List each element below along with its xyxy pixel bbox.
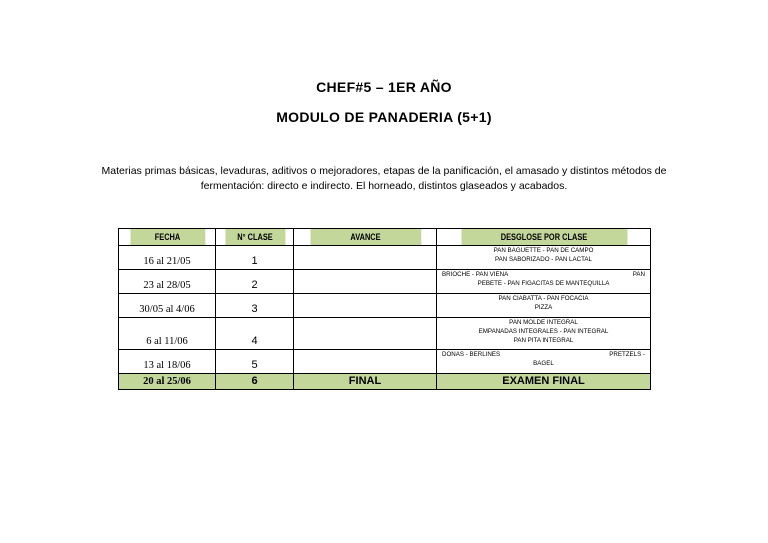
cell-avance: FINAL: [294, 374, 437, 390]
desglose-left: BRIOCHE - PAN VIENA: [442, 271, 509, 278]
desglose-line: PAN CIABATTA - PAN FOCACIA: [498, 295, 589, 302]
cell-avance: [294, 350, 437, 374]
intro-line-1: Materias primas básicas, levaduras, aditivos o mejoradores, etapas de la panificación, el amasado y distintos métodos de: [101, 165, 667, 177]
cell-clase: 4: [216, 318, 294, 350]
desglose-line: BAGEL: [533, 359, 554, 367]
table-row: [119, 294, 651, 318]
cell-fecha: 30/05 al 4/06: [119, 294, 216, 318]
cell-avance: [294, 294, 437, 318]
page-title: CHEF#5 – 1ER AÑO: [316, 79, 452, 95]
cell-clase: 6: [216, 374, 294, 390]
cell-fecha: 6 al 11/06: [119, 318, 216, 350]
table-row: [119, 246, 651, 270]
desglose-line: [442, 351, 645, 360]
table-row: [119, 318, 651, 350]
page-subtitle: MODULO DE PANADERIA (5+1): [276, 109, 492, 125]
cell-avance: [294, 246, 437, 270]
desglose-right: PRETZELS -: [609, 351, 645, 358]
header-avance: AVANCE: [309, 229, 421, 246]
desglose-line: PAN MOLDE INTEGRAL: [509, 319, 578, 326]
desglose-line: [442, 271, 645, 280]
header-desglose: DESGLOSE POR CLASE: [460, 229, 627, 246]
cell-desglose: [437, 270, 651, 294]
desglose-line: PAN PITA INTEGRAL: [513, 336, 574, 344]
intro-line-2: fermentación: directo e indirecto. El horneado, distintos glaseados y acabados.: [200, 180, 568, 192]
cell-clase: 2: [216, 270, 294, 294]
cell-avance: [294, 270, 437, 294]
desglose-line: PAN BAGUETTE - PAN DE CAMPO: [493, 247, 594, 254]
schedule-table: [118, 228, 651, 390]
header-clase: N° CLASE: [224, 229, 285, 246]
cell-desglose: [437, 294, 651, 318]
table-row: [119, 350, 651, 374]
table-row: [119, 270, 651, 294]
desglose-left: DONAS - BERLINES: [442, 351, 501, 358]
table-row-final: [119, 374, 651, 390]
cell-desglose: [437, 318, 651, 350]
table-header-row: [119, 229, 651, 246]
cell-clase: 5: [216, 350, 294, 374]
cell-clase: 3: [216, 294, 294, 318]
desglose-right: PAN: [632, 271, 645, 278]
cell-desglose: EXAMEN FINAL: [437, 374, 651, 390]
cell-fecha: 23 al 28/05: [119, 270, 216, 294]
header-fecha: FECHA: [129, 229, 205, 246]
desglose-line: PEBETE - PAN FIGACITAS DE MANTEQUILLA: [477, 279, 610, 287]
cell-desglose: [437, 350, 651, 374]
cell-fecha: 13 al 18/06: [119, 350, 216, 374]
cell-fecha: 16 al 21/05: [119, 246, 216, 270]
cell-avance: [294, 318, 437, 350]
intro-paragraph: [84, 164, 684, 194]
desglose-line: PIZZA: [534, 303, 553, 311]
cell-clase: 1: [216, 246, 294, 270]
desglose-line: EMPANADAS INTEGRALES - PAN INTEGRAL: [478, 327, 609, 335]
cell-fecha: 20 al 25/06: [119, 374, 216, 390]
cell-desglose: [437, 246, 651, 270]
desglose-line: PAN SABORIZADO - PAN LACTAL: [495, 255, 592, 263]
